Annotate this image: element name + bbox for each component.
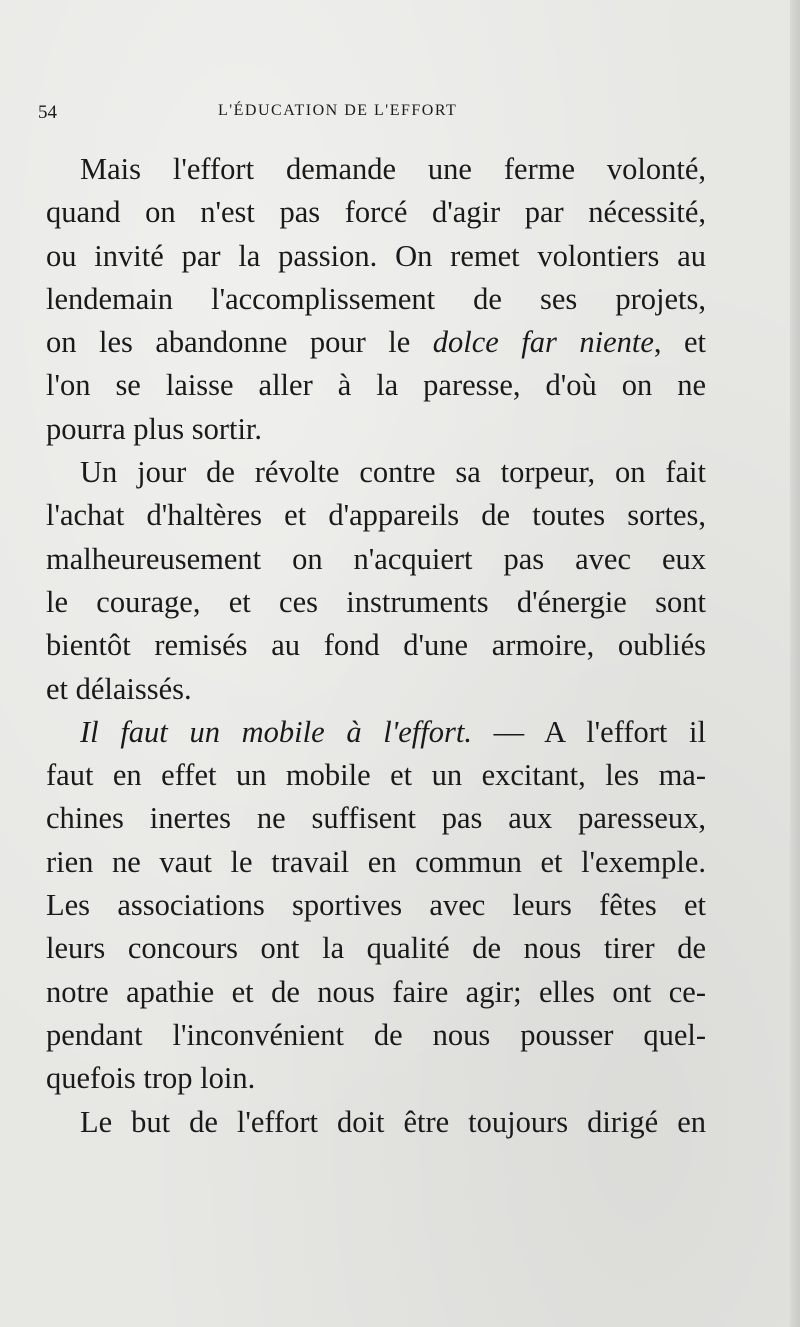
page-edge-shadow — [790, 0, 800, 1327]
section-heading-line — [46, 711, 706, 754]
text-line: chines inertes ne suffisent pas aux paresseux, — [46, 801, 706, 836]
text-line: le courage, et ces instruments d'énergie sont — [46, 584, 706, 619]
text-line: Les associations sportives avec leurs fêtes et — [46, 888, 706, 923]
text-line: l'on se laisse aller à la paresse, d'où on ne — [46, 368, 706, 403]
text-line: l'achat d'haltères et d'appareils de toutes sortes, — [46, 498, 706, 533]
text-fragment: on les abandonne pour le — [46, 325, 433, 360]
text-fragment: — A l'effort il — [471, 714, 706, 749]
text-line: Un jour de révolte contre sa torpeur, on fait — [80, 455, 706, 490]
text-line: leurs concours ont la qualité de nous tirer de — [46, 931, 706, 966]
text-line-with-italic — [46, 321, 706, 364]
text-fragment: , et — [653, 325, 706, 360]
text-line: pourra plus sortir. — [46, 411, 263, 446]
page-header — [38, 100, 710, 130]
body-text — [46, 148, 706, 1144]
text-line: malheureusement on n'acquiert pas avec eux — [46, 541, 706, 576]
text-line: pendant l'inconvénient de nous pousser quel- — [46, 1017, 706, 1052]
text-line: rien ne vaut le travail en commun et l'exemple. — [46, 844, 706, 879]
text-line: Mais l'effort demande une ferme volonté, — [80, 152, 706, 186]
italic-phrase: dolce far niente — [432, 325, 654, 360]
text-line: ou invité par la passion. On remet volontiers au — [46, 238, 706, 273]
text-line: lendemain l'accomplissement de ses projets, — [46, 281, 706, 316]
text-line: quand on n'est pas forcé d'agir par nécessité, — [46, 195, 706, 230]
text-line: faut en effet un mobile et un excitant, les ma- — [46, 758, 706, 793]
page-number: 54 — [38, 102, 57, 123]
text-line: bientôt remisés au fond d'une armoire, oubliés — [46, 628, 706, 663]
running-title: L'ÉDUCATION DE L'EFFORT — [218, 102, 458, 119]
text-line: Le but de l'effort doit être toujours dirigé en — [80, 1104, 706, 1139]
text-line: notre apathie et de nous faire agir; elles ont ce- — [46, 974, 706, 1009]
text-line: quefois trop loin. — [46, 1061, 256, 1096]
text-line: et délaissés. — [46, 671, 192, 706]
section-heading: Il faut un mobile à l'effort. — [80, 714, 472, 749]
